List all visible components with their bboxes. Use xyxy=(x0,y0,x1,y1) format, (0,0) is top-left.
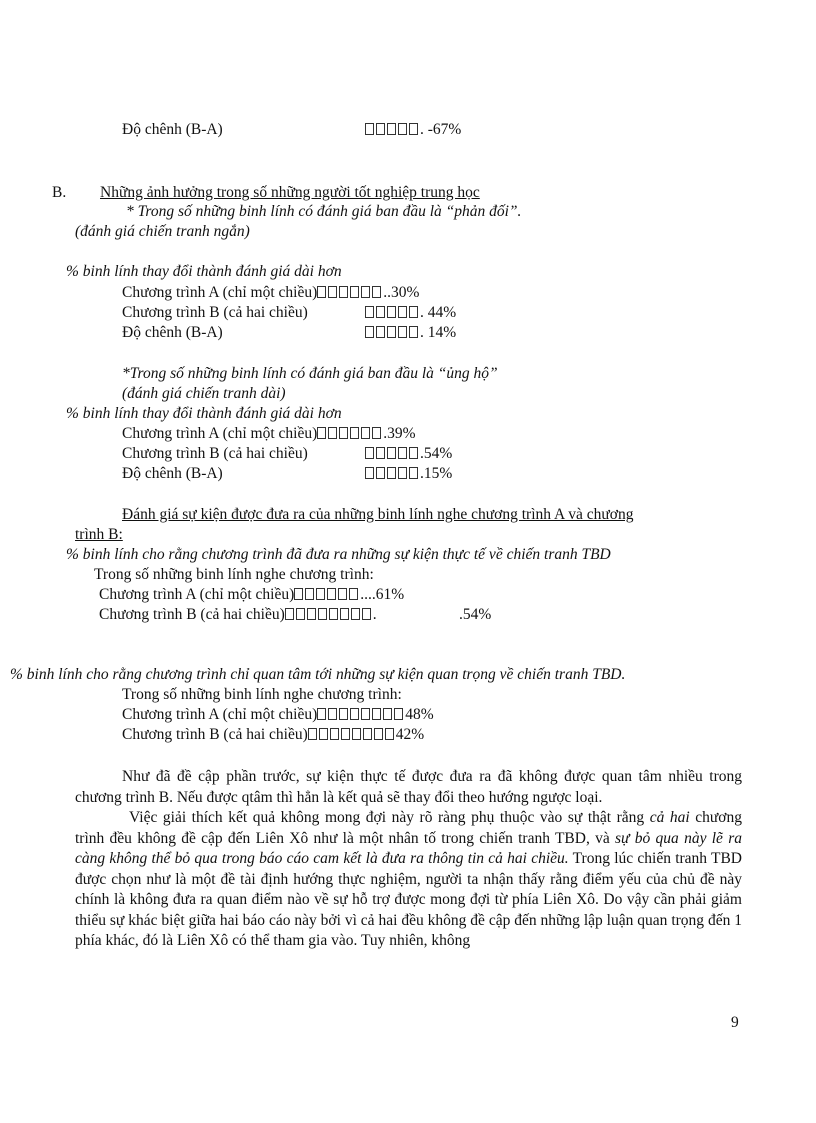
eval-a1-row xyxy=(99,585,404,605)
eval-heading-line1: Đánh giá sự kiện được đưa ra của những binh lính nghe chương trình A và chương xyxy=(122,506,634,523)
paragraph-1: Như đã đề cập phần trước, sự kiện thực tế được đưa ra đã không được quan tâm nhiều trong chương trình B. Nếu được qtâm thì hẳn là kết quả sẽ thay đổi theo hướng ngược loại. xyxy=(75,768,742,806)
g2-row-a-label: Chương trình A (chỉ một chiều) xyxy=(122,425,318,442)
g1-row-diff-value: . 14% xyxy=(420,324,457,341)
g2-row-diff-value-row xyxy=(365,464,452,484)
section-b-heading: Những ảnh hưởng trong số những người tốt nghiệp trung học xyxy=(100,184,480,201)
eval-a1-label: Chương trình A (chỉ một chiều) xyxy=(99,586,295,603)
eval-b2-row xyxy=(122,725,424,745)
g2-row-a-value: .39% xyxy=(383,425,416,442)
eval-sub-1: Trong số những binh lính nghe chương trình: xyxy=(94,566,374,583)
eval-b1-row xyxy=(99,605,377,625)
g2-row-a xyxy=(122,424,416,444)
g1-row-a xyxy=(122,283,419,303)
page-number: 9 xyxy=(731,1014,739,1031)
body-text xyxy=(75,767,742,952)
eval-b1-value: . xyxy=(372,606,377,623)
g1-row-b-label: Chương trình B (cả hai chiều) xyxy=(122,304,308,321)
eval-b2-label: Chương trình B (cả hai chiều) xyxy=(122,726,308,743)
eval-b2-value: 42% xyxy=(395,726,425,743)
g2-row-b-value: .54% xyxy=(420,445,453,462)
eval-a2-row xyxy=(122,705,434,725)
section-b-marker: B. xyxy=(52,184,67,201)
g1-row-a-value: ..30% xyxy=(383,284,420,301)
top-diff-label: Độ chênh (B-A) xyxy=(122,121,223,138)
paragraph-2 xyxy=(75,808,742,952)
g2-row-b-value-row xyxy=(365,444,452,464)
eval-b1-label: Chương trình B (cả hai chiều) xyxy=(99,606,285,623)
eval-question-2: % binh lính cho rằng chương trình chỉ quan tâm tới những sự kiện quan trọng về chiến tranh TBD. xyxy=(10,666,626,683)
g1-row-diff-value-row xyxy=(365,323,456,343)
g1-row-b-value: . 44% xyxy=(420,304,457,321)
eval-a2-label: Chương trình A (chỉ một chiều) xyxy=(122,706,318,723)
top-diff-value: . -67% xyxy=(420,121,462,138)
eval-sub-2: Trong số những binh lính nghe chương trình: xyxy=(122,686,402,703)
p2-part-d: sự bỏ qua này lẽ ra càng không thể bỏ qua trong báo cáo cam kết là đưa ra thông tin cả hai chiều. xyxy=(75,829,742,867)
eval-question-1: % binh lính cho rằng chương trình đã đưa ra những sự kiện thực tế về chiến tranh TBD xyxy=(66,546,611,563)
top-diff-value-row xyxy=(365,120,461,140)
pct-label-1: % binh lính thay đổi thành đánh giá dài hơn xyxy=(66,263,342,280)
section-b-note2: *Trong số những binh lính có đánh giá ban đầu là “ủng hộ” xyxy=(122,365,498,382)
p2-part-b: cả hai xyxy=(649,809,690,826)
g2-row-diff-label: Độ chênh (B-A) xyxy=(122,465,223,482)
p2-part-c: chương trình đều không đề cập đến Liên Xô như là một nhân tố trong chiến tranh TBD, và xyxy=(75,809,742,847)
g1-row-a-label: Chương trình A (chỉ một chiều) xyxy=(122,284,318,301)
section-b-note1b: (đánh giá chiến tranh ngắn) xyxy=(75,223,250,240)
eval-a2-value: 48% xyxy=(405,706,434,723)
g1-row-diff-label: Độ chênh (B-A) xyxy=(122,324,223,341)
eval-heading-line2: trình B: xyxy=(75,526,123,543)
g1-row-b-value-row xyxy=(365,303,456,323)
pct-label-2: % binh lính thay đổi thành đánh giá dài hơn xyxy=(66,405,342,422)
p2-part-a: Việc giải thích kết quả không mong đợi này rõ ràng phụ thuộc vào sự thật rằng xyxy=(129,809,650,826)
g2-row-b-label: Chương trình B (cả hai chiều) xyxy=(122,445,308,462)
section-b-note1: * Trong số những binh lính có đánh giá ban đầu là “phản đối”. xyxy=(126,203,522,220)
eval-a1-value: ....61% xyxy=(360,586,405,603)
eval-b1-value2: .54% xyxy=(459,606,492,623)
g2-row-diff-value: .15% xyxy=(420,465,453,482)
p2-part-e: Trong lúc chiến tranh TBD được chọn như là một đề tài định hướng thực nghiệm, người ta nhận thấy rằng điểm yếu của chủ đề này chính là không đưa ra quan điểm nào về sự hỗ trợ được mong đợi từ phía Liên Xô. Do vậy cần phải giảm thiểu sự khác biệt giữa hai báo cáo này bởi vì cả hai đều không đề cập đến những lập luận quan trọng đến 1 phía khác, đó là Liên Xô có thể tham gia vào. Tuy nhiên, không xyxy=(75,850,742,949)
section-b-note2b: (đánh giá chiến tranh dài) xyxy=(122,385,286,402)
